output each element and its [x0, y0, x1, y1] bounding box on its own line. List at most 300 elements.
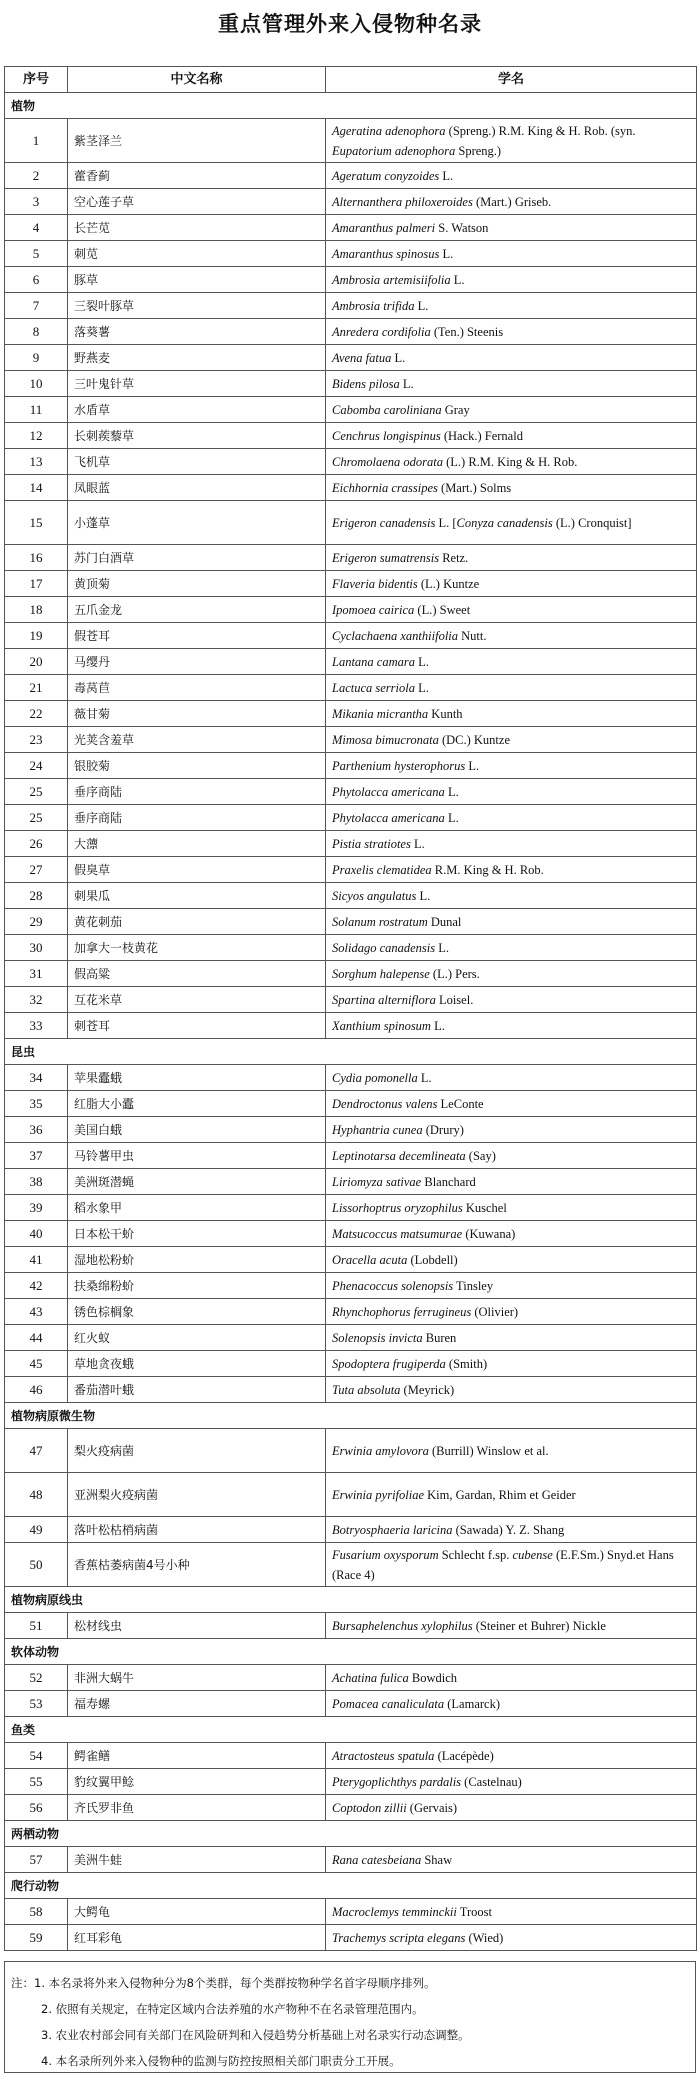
- chinese-name: 银胶菊: [68, 753, 326, 779]
- chinese-name: 落葵薯: [68, 319, 326, 345]
- row-number: 50: [5, 1543, 68, 1587]
- scientific-name: [326, 649, 697, 675]
- chinese-name: 凤眼蓝: [68, 475, 326, 501]
- chinese-name: 刺果瓜: [68, 883, 326, 909]
- authority-text: LeConte: [437, 1096, 484, 1111]
- row-number: 20: [5, 649, 68, 675]
- latin-binomial: Tuta absoluta: [332, 1382, 401, 1397]
- table-row: [5, 163, 697, 189]
- latin-binomial: Bursaphelenchus xylophilus: [332, 1618, 473, 1633]
- row-number: 48: [5, 1473, 68, 1517]
- table-row: [5, 987, 697, 1013]
- table-row: [5, 1665, 697, 1691]
- table-row: [5, 1795, 697, 1821]
- latin-binomial: Pomacea canaliculata: [332, 1696, 445, 1711]
- chinese-name: 小蓬草: [68, 501, 326, 545]
- chinese-name: 非洲大蜗牛: [68, 1665, 326, 1691]
- category-label: 植物: [5, 93, 697, 119]
- category-label: 爬行动物: [5, 1873, 697, 1899]
- row-number: 28: [5, 883, 68, 909]
- scientific-name: [326, 1247, 697, 1273]
- latin-binomial: Cabomba caroliniana: [332, 402, 442, 417]
- category-label: 鱼类: [5, 1717, 697, 1743]
- latin-binomial: Fusarium oxysporum: [332, 1547, 439, 1562]
- row-number: 5: [5, 241, 68, 267]
- authority-text: (Say): [465, 1148, 496, 1163]
- table-row: [5, 1065, 697, 1091]
- row-number: 38: [5, 1169, 68, 1195]
- latin-binomial: Lantana camara: [332, 654, 415, 669]
- row-number: 3: [5, 189, 68, 215]
- authority-text: (Wied): [465, 1930, 504, 1945]
- scientific-name: [326, 119, 697, 163]
- chinese-name: 番茄潜叶蛾: [68, 1377, 326, 1403]
- row-number: 15: [5, 501, 68, 545]
- scientific-name: [326, 961, 697, 987]
- latin-binomial: Pterygoplichthys pardalis: [332, 1774, 462, 1789]
- authority-text: (Lobdell): [407, 1252, 458, 1267]
- table-row: [5, 319, 697, 345]
- authority-text: L.: [410, 836, 425, 851]
- row-number: 29: [5, 909, 68, 935]
- page-title: 重点管理外来入侵物种名录: [218, 12, 482, 36]
- scientific-name: [326, 805, 697, 831]
- chinese-name: 大薸: [68, 831, 326, 857]
- scientific-name: [326, 371, 697, 397]
- chinese-name: 福寿螺: [68, 1691, 326, 1717]
- row-number: 11: [5, 397, 68, 423]
- authority-text: (Kuwana): [462, 1226, 516, 1241]
- row-number: 16: [5, 545, 68, 571]
- table-row: [5, 1899, 697, 1925]
- authority-text: Schlecht f.sp.: [438, 1547, 513, 1562]
- chinese-name: 松材线虫: [68, 1613, 326, 1639]
- table-row: [5, 293, 697, 319]
- authority-text: (Burrill) Winslow et al.: [428, 1443, 549, 1458]
- latin-binomial: Eichhornia crassipes: [332, 480, 438, 495]
- chinese-name: 互花米草: [68, 987, 326, 1013]
- latin-binomial: Praxelis clematidea: [332, 862, 432, 877]
- chinese-name: 红火蚁: [68, 1325, 326, 1351]
- authority-text: L.: [435, 940, 450, 955]
- authority-text: Kim, Gardan, Rhim et Geider: [424, 1487, 576, 1502]
- authority-text: L.: [439, 246, 454, 261]
- table-row: [5, 831, 697, 857]
- latin-binomial: Trachemys scripta elegans: [332, 1930, 466, 1945]
- row-number: 49: [5, 1517, 68, 1543]
- chinese-name: 毒莴苣: [68, 675, 326, 701]
- row-number: 22: [5, 701, 68, 727]
- scientific-name: [326, 1769, 697, 1795]
- authority-text: (Castelnau): [461, 1774, 522, 1789]
- scientific-name: [326, 345, 697, 371]
- chinese-name: 锈色棕榈象: [68, 1299, 326, 1325]
- table-row: [5, 1769, 697, 1795]
- category-row: [5, 1639, 697, 1665]
- latin-binomial: Atractosteus spatula: [332, 1748, 435, 1763]
- scientific-name: [326, 571, 697, 597]
- table-row: [5, 1743, 697, 1769]
- authority-text: Nutt.: [458, 628, 487, 643]
- authority-text: Loisel.: [435, 992, 474, 1007]
- table-row: [5, 267, 697, 293]
- category-row: [5, 1039, 697, 1065]
- authority-text: Spreng.): [455, 143, 502, 158]
- table-row: [5, 1691, 697, 1717]
- latin-binomial: Oracella acuta: [332, 1252, 408, 1267]
- authority-text: (DC.) Kuntze: [438, 732, 510, 747]
- chinese-name: 豚草: [68, 267, 326, 293]
- chinese-name: 马铃薯甲虫: [68, 1143, 326, 1169]
- latin-binomial: Phenacoccus solenopsis: [332, 1278, 454, 1293]
- table-header-row: [5, 67, 697, 93]
- table-row: [5, 935, 697, 961]
- authority-text: (Mart.) Solms: [437, 480, 512, 495]
- chinese-name: 美国白蛾: [68, 1117, 326, 1143]
- scientific-name: [326, 727, 697, 753]
- category-row: [5, 1717, 697, 1743]
- row-number: 42: [5, 1273, 68, 1299]
- latin-binomial: Rhynchophorus ferrugineus: [332, 1304, 472, 1319]
- table-row: [5, 1473, 697, 1517]
- chinese-name: 三叶鬼针草: [68, 371, 326, 397]
- chinese-name: 空心莲子草: [68, 189, 326, 215]
- authority-text: Shaw: [421, 1852, 453, 1867]
- scientific-name: [326, 779, 697, 805]
- chinese-name: 假臭草: [68, 857, 326, 883]
- chinese-name: 飞机草: [68, 449, 326, 475]
- table-row: [5, 1925, 697, 1951]
- latin-binomial: Hyphantria cunea: [332, 1122, 423, 1137]
- chinese-name: 紫茎泽兰: [68, 119, 326, 163]
- scientific-name: [326, 753, 697, 779]
- scientific-name: [326, 241, 697, 267]
- row-number: 43: [5, 1299, 68, 1325]
- table-row: [5, 1613, 697, 1639]
- row-number: 30: [5, 935, 68, 961]
- latin-binomial: Avena fatua: [332, 350, 392, 365]
- chinese-name: 大鳄龟: [68, 1899, 326, 1925]
- scientific-name: [326, 987, 697, 1013]
- authority-text: Kunth: [428, 706, 463, 721]
- row-number: 34: [5, 1065, 68, 1091]
- scientific-name: [326, 189, 697, 215]
- scientific-name: [326, 597, 697, 623]
- latin-binomial: Solenopsis invicta: [332, 1330, 423, 1345]
- row-number: 44: [5, 1325, 68, 1351]
- chinese-name: 草地贪夜蛾: [68, 1351, 326, 1377]
- row-number: 33: [5, 1013, 68, 1039]
- table-row: [5, 753, 697, 779]
- chinese-name: 三裂叶豚草: [68, 293, 326, 319]
- latin-binomial: Sorghum halepense: [332, 966, 430, 981]
- chinese-name: 齐氏罗非鱼: [68, 1795, 326, 1821]
- row-number: 13: [5, 449, 68, 475]
- table-row: [5, 215, 697, 241]
- chinese-name: 湿地松粉蚧: [68, 1247, 326, 1273]
- scientific-name: [326, 163, 697, 189]
- scientific-name: [326, 1473, 697, 1517]
- scientific-name: [326, 1065, 697, 1091]
- chinese-name: 五爪金龙: [68, 597, 326, 623]
- latin-binomial: Amaranthus spinosus: [332, 246, 440, 261]
- species-table: [4, 66, 697, 1951]
- authority-text: L.: [430, 1018, 445, 1033]
- latin-binomial: Bidens pilosa: [332, 376, 400, 391]
- scientific-name: [326, 1377, 697, 1403]
- row-number: 31: [5, 961, 68, 987]
- scientific-name: [326, 475, 697, 501]
- latin-binomial: Ageratum conyzoides: [332, 168, 440, 183]
- authority-text: (Meyrick): [400, 1382, 455, 1397]
- row-number: 8: [5, 319, 68, 345]
- scientific-name: [326, 623, 697, 649]
- chinese-name: 落叶松枯梢病菌: [68, 1517, 326, 1543]
- table-row: [5, 1325, 697, 1351]
- chinese-name: 黄花刺茄: [68, 909, 326, 935]
- table-row: [5, 1351, 697, 1377]
- row-number: 6: [5, 267, 68, 293]
- latin-binomial: Spodoptera frugiperda: [332, 1356, 446, 1371]
- authority-text: L.: [450, 272, 465, 287]
- row-number: 39: [5, 1195, 68, 1221]
- latin-binomial: Alternanthera philoxeroides: [332, 194, 473, 209]
- table-row: [5, 397, 697, 423]
- table-row: [5, 1517, 697, 1543]
- scientific-name: [326, 1221, 697, 1247]
- latin-binomial: Phytolacca americana: [332, 784, 445, 799]
- row-number: 45: [5, 1351, 68, 1377]
- authority-text: (Olivier): [471, 1304, 519, 1319]
- scientific-name: [326, 701, 697, 727]
- scientific-name: [326, 1091, 697, 1117]
- chinese-name: 马缨丹: [68, 649, 326, 675]
- latin-binomial: Mikania micrantha: [332, 706, 429, 721]
- table-row: [5, 1013, 697, 1039]
- authority-text: L.: [417, 1070, 432, 1085]
- table-row: [5, 805, 697, 831]
- latin-binomial: Spartina alterniflora: [332, 992, 436, 1007]
- chinese-name: 亚洲梨火疫病菌: [68, 1473, 326, 1517]
- authority-text: L. [: [435, 515, 457, 530]
- row-number: 10: [5, 371, 68, 397]
- table-row: [5, 1117, 697, 1143]
- note-line: 注：1. 本名录将外来入侵物种分为8个类群，每个类群按物种学名首字母顺序排列。: [11, 1976, 436, 1990]
- chinese-name: 苏门白酒草: [68, 545, 326, 571]
- table-row: [5, 371, 697, 397]
- category-row: [5, 1403, 697, 1429]
- scientific-name: [326, 1899, 697, 1925]
- chinese-name: 垂序商陆: [68, 805, 326, 831]
- row-number: 19: [5, 623, 68, 649]
- table-row: [5, 545, 697, 571]
- authority-text: (L.) Cronquist]: [552, 515, 632, 530]
- latin-binomial: Lactuca serriola: [332, 680, 415, 695]
- scientific-name: [326, 1691, 697, 1717]
- latin-binomial: Dendroctonus valens: [332, 1096, 438, 1111]
- table-row: [5, 241, 697, 267]
- row-number: 2: [5, 163, 68, 189]
- scientific-name: [326, 1325, 697, 1351]
- chinese-name: 长芒苋: [68, 215, 326, 241]
- header-chinese-name: 中文名称: [68, 67, 326, 93]
- authority-text: L.: [416, 888, 431, 903]
- chinese-name: 红耳彩龟: [68, 1925, 326, 1951]
- scientific-name: [326, 675, 697, 701]
- row-number: 9: [5, 345, 68, 371]
- latin-binomial: Erwinia amylovora: [332, 1443, 429, 1458]
- authority-text: (Spreng.) R.M. King & H. Rob. (syn.: [445, 123, 636, 138]
- chinese-name: 美洲牛蛙: [68, 1847, 326, 1873]
- row-number: 32: [5, 987, 68, 1013]
- row-number: 26: [5, 831, 68, 857]
- row-number: 52: [5, 1665, 68, 1691]
- scientific-name: [326, 1351, 697, 1377]
- scientific-name: [326, 1143, 697, 1169]
- authority-text: (E.F.Sm.) Snyd.et Hans (Race 4): [332, 1547, 674, 1582]
- authority-text: L.: [444, 810, 459, 825]
- latin-binomial: Pistia stratiotes: [332, 836, 411, 851]
- category-row: [5, 93, 697, 119]
- chinese-name: 光荚含羞草: [68, 727, 326, 753]
- latin-binomial: Macroclemys temminckii: [332, 1904, 457, 1919]
- chinese-name: 假苍耳: [68, 623, 326, 649]
- category-row: [5, 1587, 697, 1613]
- chinese-name: 黄顶菊: [68, 571, 326, 597]
- table-row: [5, 1429, 697, 1473]
- scientific-name: [326, 883, 697, 909]
- chinese-name: 刺苍耳: [68, 1013, 326, 1039]
- scientific-name: [326, 1665, 697, 1691]
- scientific-name: [326, 1169, 697, 1195]
- table-row: [5, 1377, 697, 1403]
- table-row: [5, 779, 697, 805]
- authority-text: (Smith): [445, 1356, 488, 1371]
- row-number: 17: [5, 571, 68, 597]
- category-label: 植物病原线虫: [5, 1587, 697, 1613]
- table-row: [5, 475, 697, 501]
- authority-text: L.: [399, 376, 414, 391]
- authority-text: (Gervais): [406, 1800, 457, 1815]
- table-row: [5, 449, 697, 475]
- scientific-name: [326, 397, 697, 423]
- row-number: 40: [5, 1221, 68, 1247]
- scientific-name: [326, 267, 697, 293]
- authority-text: Retz.: [439, 550, 469, 565]
- table-row: [5, 857, 697, 883]
- chinese-name: 薇甘菊: [68, 701, 326, 727]
- latin-binomial: Sicyos angulatus: [332, 888, 417, 903]
- category-label: 昆虫: [5, 1039, 697, 1065]
- scientific-name: [326, 1795, 697, 1821]
- latin-binomial: Cydia pomonella: [332, 1070, 418, 1085]
- row-number: 27: [5, 857, 68, 883]
- table-row: [5, 501, 697, 545]
- row-number: 21: [5, 675, 68, 701]
- authority-text: (Sawada) Y. Z. Shang: [452, 1522, 565, 1537]
- latin-binomial: cubense: [512, 1547, 553, 1562]
- row-number: 24: [5, 753, 68, 779]
- latin-binomial: Ambrosia trifida: [332, 298, 415, 313]
- table-row: [5, 909, 697, 935]
- latin-binomial: Lissorhoptrus oryzophilus: [332, 1200, 463, 1215]
- latin-binomial: Leptinotarsa decemlineata: [332, 1148, 466, 1163]
- row-number: 23: [5, 727, 68, 753]
- row-number: 53: [5, 1691, 68, 1717]
- latin-binomial: Erwinia pyrifoliae: [332, 1487, 425, 1502]
- row-number: 58: [5, 1899, 68, 1925]
- latin-binomial: Chromolaena odorata: [332, 454, 443, 469]
- authority-text: (L.) Kuntze: [417, 576, 480, 591]
- latin-binomial: Conyza canadensis: [456, 515, 553, 530]
- authority-text: Bowdich: [408, 1670, 457, 1685]
- authority-text: R.M. King & H. Rob.: [431, 862, 544, 877]
- scientific-name: [326, 319, 697, 345]
- header-no: 序号: [5, 67, 68, 93]
- scientific-name: [326, 831, 697, 857]
- scientific-name: [326, 449, 697, 475]
- row-number: 59: [5, 1925, 68, 1951]
- chinese-name: 藿香蓟: [68, 163, 326, 189]
- scientific-name: [326, 1743, 697, 1769]
- category-row: [5, 1873, 697, 1899]
- latin-binomial: Erigeron sumatrensis: [332, 550, 440, 565]
- latin-binomial: Eupatorium adenophora: [332, 143, 456, 158]
- chinese-name: 垂序商陆: [68, 779, 326, 805]
- authority-text: (Ten.) Steenis: [430, 324, 504, 339]
- row-number: 37: [5, 1143, 68, 1169]
- authority-text: L.: [414, 680, 429, 695]
- table-row: [5, 623, 697, 649]
- row-number: 25: [5, 779, 68, 805]
- latin-binomial: Xanthium spinosum: [332, 1018, 431, 1033]
- scientific-name: [326, 935, 697, 961]
- latin-binomial: Mimosa bimucronata: [332, 732, 439, 747]
- latin-binomial: Anredera cordifolia: [332, 324, 431, 339]
- scientific-name: [326, 1613, 697, 1639]
- notes-section: [4, 1961, 696, 2073]
- chinese-name: 野燕麦: [68, 345, 326, 371]
- row-number: 51: [5, 1613, 68, 1639]
- latin-binomial: Flaveria bidentis: [332, 576, 418, 591]
- table-row: [5, 1195, 697, 1221]
- authority-text: Dunal: [427, 914, 462, 929]
- row-number: 35: [5, 1091, 68, 1117]
- table-row: [5, 675, 697, 701]
- row-number: 54: [5, 1743, 68, 1769]
- table-row: [5, 1247, 697, 1273]
- table-row: [5, 1847, 697, 1873]
- table-row: [5, 649, 697, 675]
- table-row: [5, 571, 697, 597]
- latin-binomial: Botryosphaeria laricina: [332, 1522, 453, 1537]
- row-number: 14: [5, 475, 68, 501]
- latin-binomial: Matsucoccus matsumurae: [332, 1226, 463, 1241]
- chinese-name: 红脂大小蠹: [68, 1091, 326, 1117]
- authority-text: L.: [444, 784, 459, 799]
- latin-binomial: Ambrosia artemisiifolia: [332, 272, 451, 287]
- table-row: [5, 727, 697, 753]
- category-label: 植物病原微生物: [5, 1403, 697, 1429]
- note-line: 2. 依照有关规定，在特定区域内合法养殖的水产物种不在名录管理范围内。: [41, 2002, 424, 2016]
- header-scientific-name: 学名: [326, 67, 697, 93]
- chinese-name: 假高粱: [68, 961, 326, 987]
- authority-text: Kuschel: [462, 1200, 507, 1215]
- table-row: [5, 345, 697, 371]
- row-number: 4: [5, 215, 68, 241]
- table-row: [5, 597, 697, 623]
- latin-binomial: Erigeron canadensis: [332, 515, 436, 530]
